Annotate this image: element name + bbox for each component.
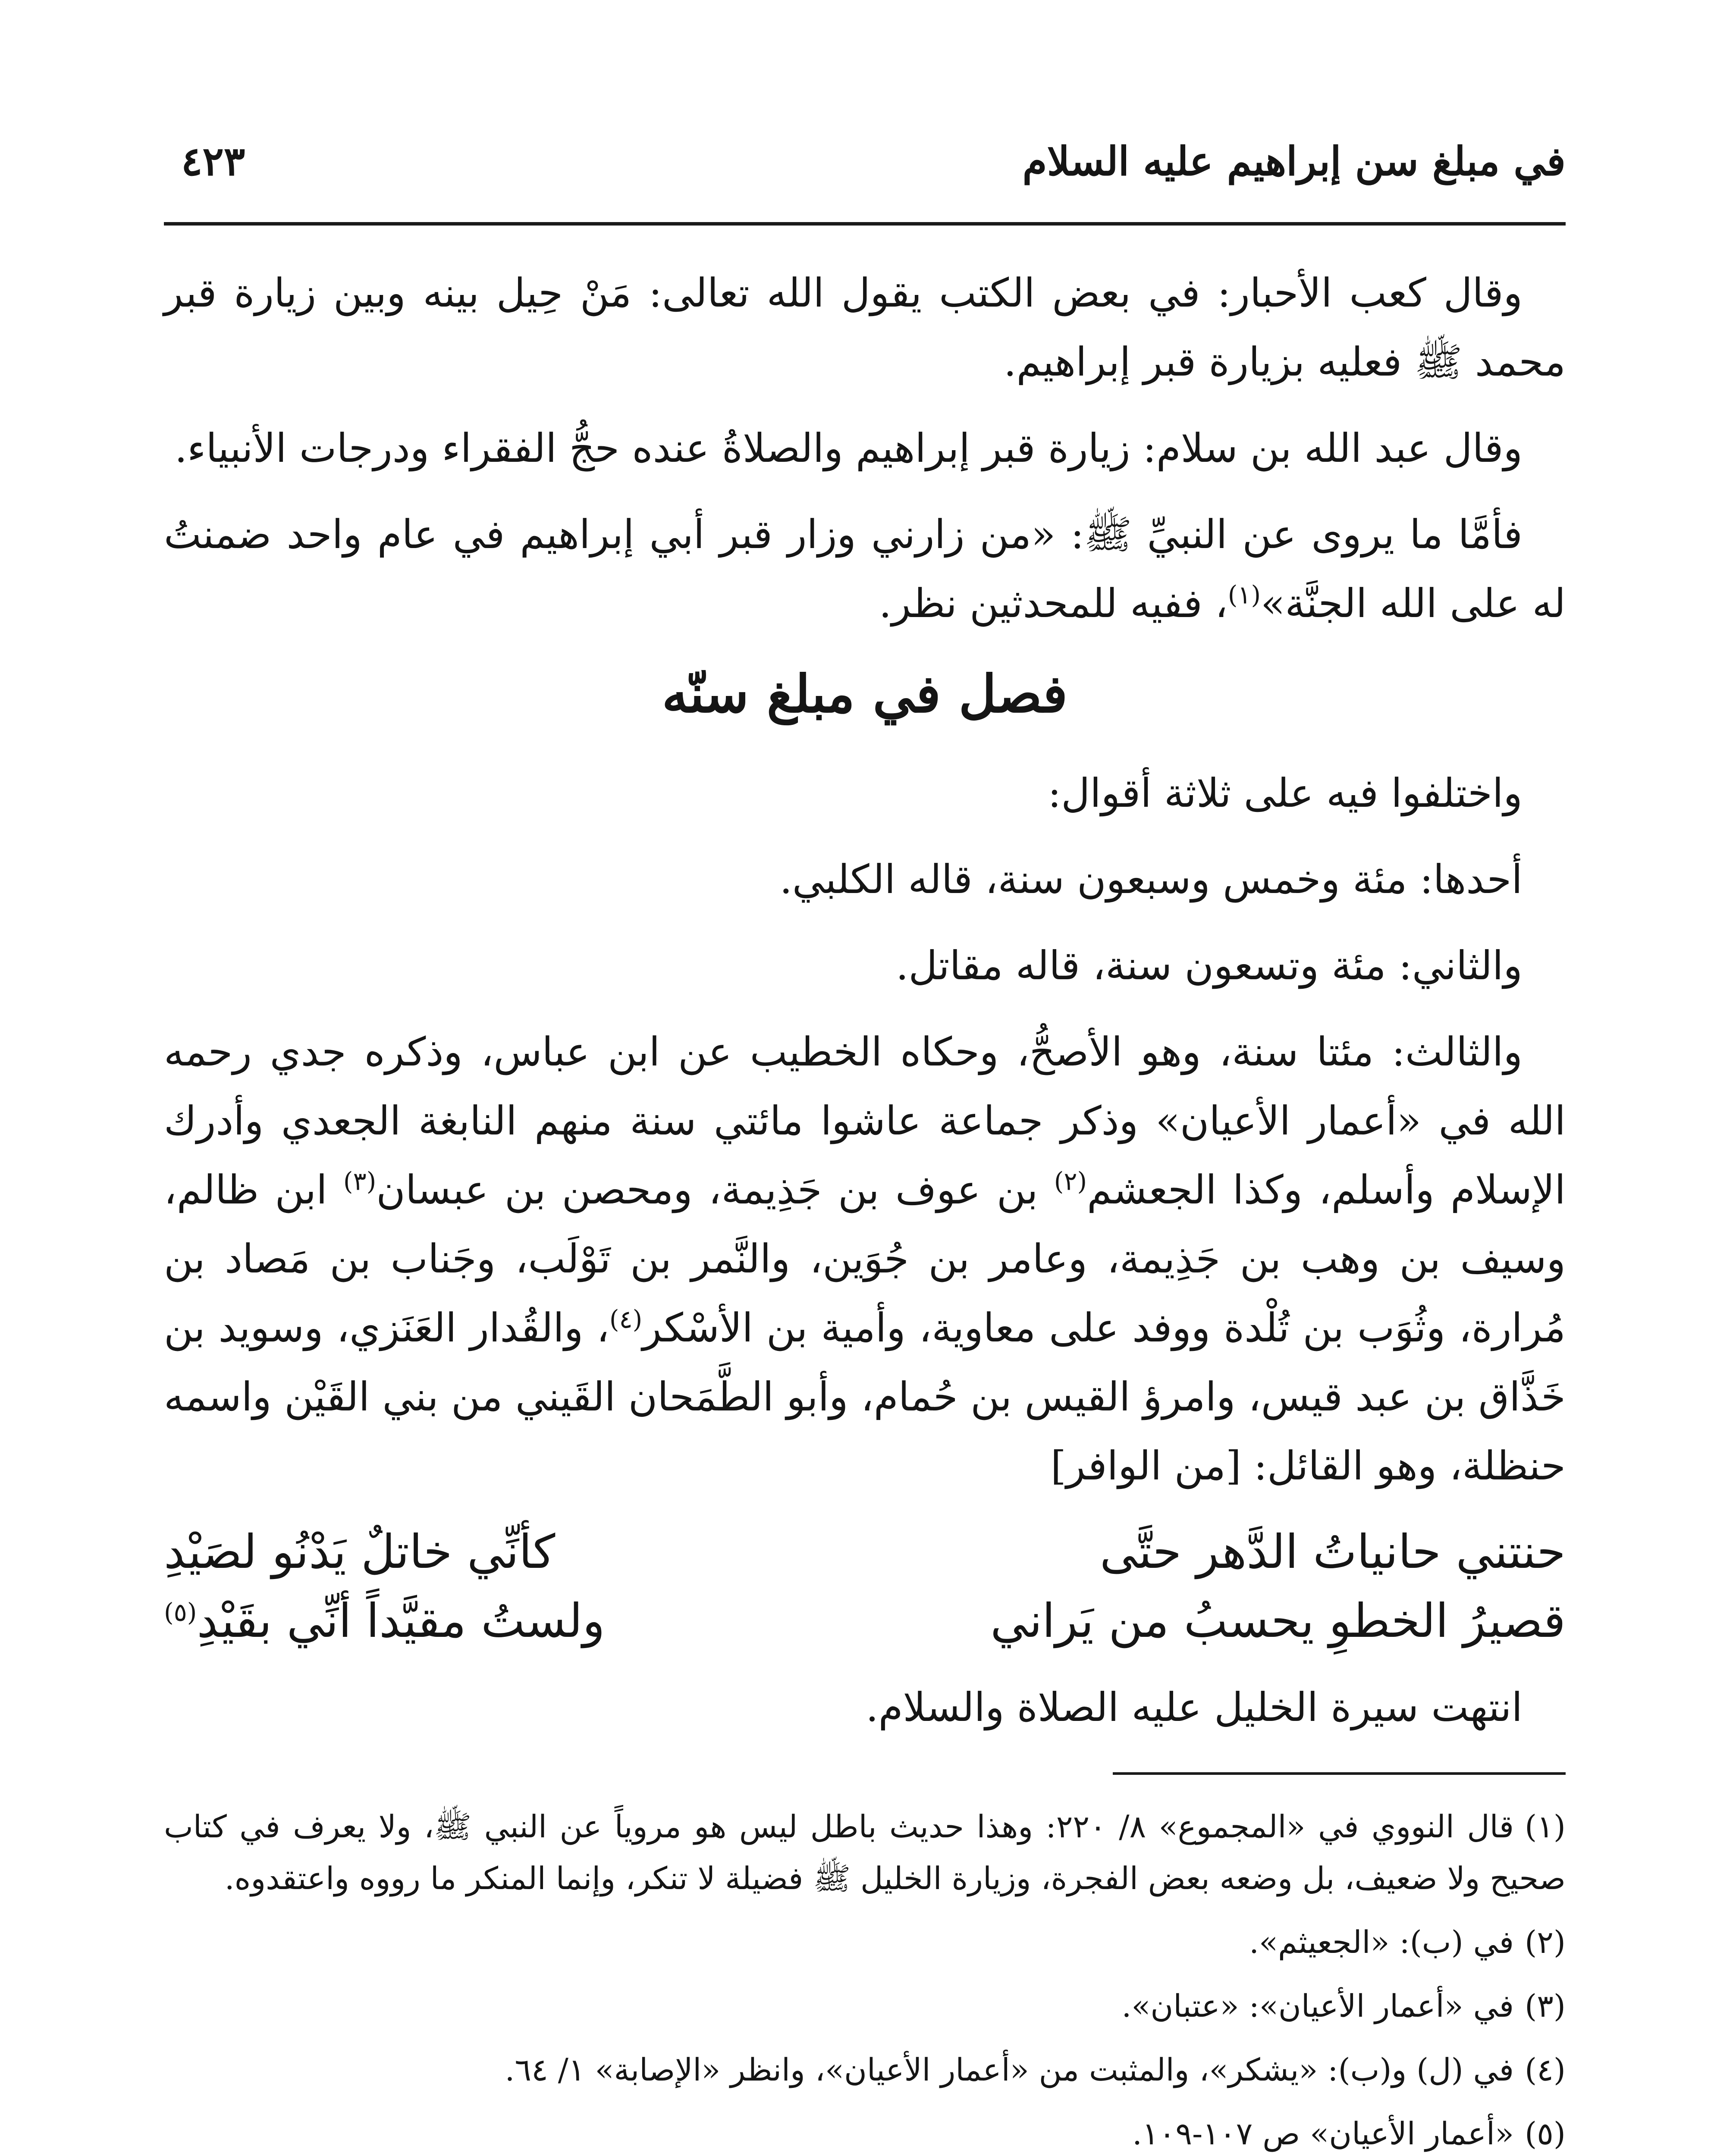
footnote-number: (٥): [1525, 2115, 1566, 2152]
third-text-4: ، والقُدار العَنَزي، وسويد بن خَذَّاق بن عبد قيس، وامرؤ القيس بن حُمام، وأبو الطَّمَحان القَيني من بني القَيْن واسمه حنظلة، وهو القائل: [من الوافر]: [164, 1305, 1566, 1489]
poem-line-1-first-hemistich: حنتني حانياتُ الدَّهر حتَّى: [1100, 1525, 1566, 1579]
footnote-4: [164, 2044, 1566, 2096]
footnote-number: (٣): [1525, 1988, 1566, 2024]
footnote-number: (١): [1525, 1808, 1566, 1845]
paragraph-hadith: [164, 500, 1566, 638]
opinion-second: والثاني: مئة وتسعون سنة، قاله مقاتل.: [896, 943, 1523, 989]
page-body: [164, 259, 1566, 2156]
poem-line-2-second-text: ولستُ مقيَّداً أنِّي بقَيْدِ: [197, 1594, 605, 1648]
third-text-2: بن عوف بن جَذِيمة، ومحصن بن عبسان: [376, 1167, 1054, 1213]
footnote-marker-3[interactable]: (٣): [343, 1166, 377, 1196]
opinions-intro: واختلفوا فيه على ثلاثة أقوال:: [1048, 770, 1523, 816]
opinion-first: أحدها: مئة وخمس وسبعون سنة، قاله الكلبي.: [779, 856, 1523, 903]
poem-line-2-first-hemistich: قصيرُ الخطوِ يحسبُ من يَراني: [990, 1594, 1566, 1648]
closing-line: انتهت سيرة الخليل عليه الصلاة والسلام.: [866, 1684, 1523, 1730]
header-rule: [164, 222, 1566, 226]
running-title: في مبلغ سن إبراهيم عليه السلام: [1022, 138, 1566, 185]
poem-line-2-second-hemistich: [164, 1587, 605, 1656]
footnote-marker-2[interactable]: (٢): [1054, 1166, 1087, 1196]
footnote-marker-1[interactable]: (١): [1227, 580, 1261, 610]
footnote-text: في (ل) و(ب): «يشكر»، والمثبت من «أعمار الأعيان»، وانظر «الإصابة» ١/ ٦٤.: [505, 2052, 1514, 2088]
third-text-3: ابن ظالم، وسيف بن وهب بن جَذِيمة، وعامر بن جُوَين، والنَّمر بن تَوْلَب، وجَناب بن مَصاد بن مُرارة، وثُوَب بن تُلْدة ووفد على معاوية، وأمية بن الأسْكر: [164, 1167, 1566, 1351]
footnote-text: «أعمار الأعيان» ص ١٠٧-١٠٩.: [1132, 2115, 1514, 2152]
footnote-text: في (ب): «الجعيثم».: [1249, 1924, 1514, 1960]
poem-line-2: [164, 1587, 1566, 1656]
footnote-text: قال النووي في «المجموع» ٨/ ٢٢٠: وهذا حديث باطل ليس هو مروياً عن النبي ﷺ، ولا يعرف في كتاب صحيح ولا ضعيف، بل وضعه بعض الفجرة، وزيارة الخليل ﷺ فضيلة لا تنكر، وإنما المنكر ما رووه واعتقدوه.: [164, 1808, 1566, 1896]
opinion-third: [164, 1018, 1566, 1501]
footnote-marker-4[interactable]: (٤): [609, 1304, 643, 1334]
page-number: ٤٢٣: [181, 138, 245, 185]
footnotes: [164, 1801, 1566, 2156]
footnote-number: (٢): [1525, 1924, 1566, 1960]
paragraph-ibn-salam: وقال عبد الله بن سلام: زيارة قبر إبراهيم والصلاةُ عنده حجُّ الفقراء ودرجات الأنبياء.: [174, 425, 1523, 471]
hadith-tail: ، ففيه للمحدثين نظر.: [879, 580, 1228, 627]
poem: [164, 1518, 1566, 1656]
footnote-5: [164, 2108, 1566, 2156]
poem-line-1-second-hemistich: كأنِّي خاتلٌ يَدْنُو لصَيْدِ: [164, 1525, 556, 1579]
page-header: [164, 129, 1566, 207]
poem-line-1: [164, 1518, 1566, 1587]
section-title: فصل في مبلغ سنّه: [662, 664, 1068, 724]
third-text-1: والثالث: مئتا سنة، وهو الأصحُّ، وحكاه الخطيب عن ابن عباس، وذكره جدي رحمه الله في «أعمار الأعيان» وذكر جماعة عاشوا مائتي سنة منهم النابغة الجعدي وأدرك الإسلام وأسلم، وكذا الجعشم: [164, 1029, 1566, 1213]
book-page: [164, 129, 1566, 2152]
paragraph-kaab: وقال كعب الأحبار: في بعض الكتب يقول الله تعالى: مَنْ حِيل بينه وبين زيارة قبر محمد ﷺ فعليه بزيارة قبر إبراهيم.: [164, 270, 1566, 385]
footnote-3: [164, 1980, 1566, 2032]
footnote-marker-5[interactable]: (٥): [164, 1598, 197, 1627]
hadith-text: فأمَّا ما يروى عن النبيِّ ﷺ: «من زارني وزار قبر أبي إبراهيم في عام واحد ضمنتُ له على الله الجنَّة»: [164, 511, 1566, 627]
footnote-text: في «أعمار الأعيان»: «عتبان».: [1121, 1988, 1514, 2024]
footnote-1: [164, 1801, 1566, 1904]
footnote-number: (٤): [1525, 2052, 1566, 2088]
footnote-rule: [1113, 1772, 1566, 1775]
footnote-2: [164, 1916, 1566, 1968]
